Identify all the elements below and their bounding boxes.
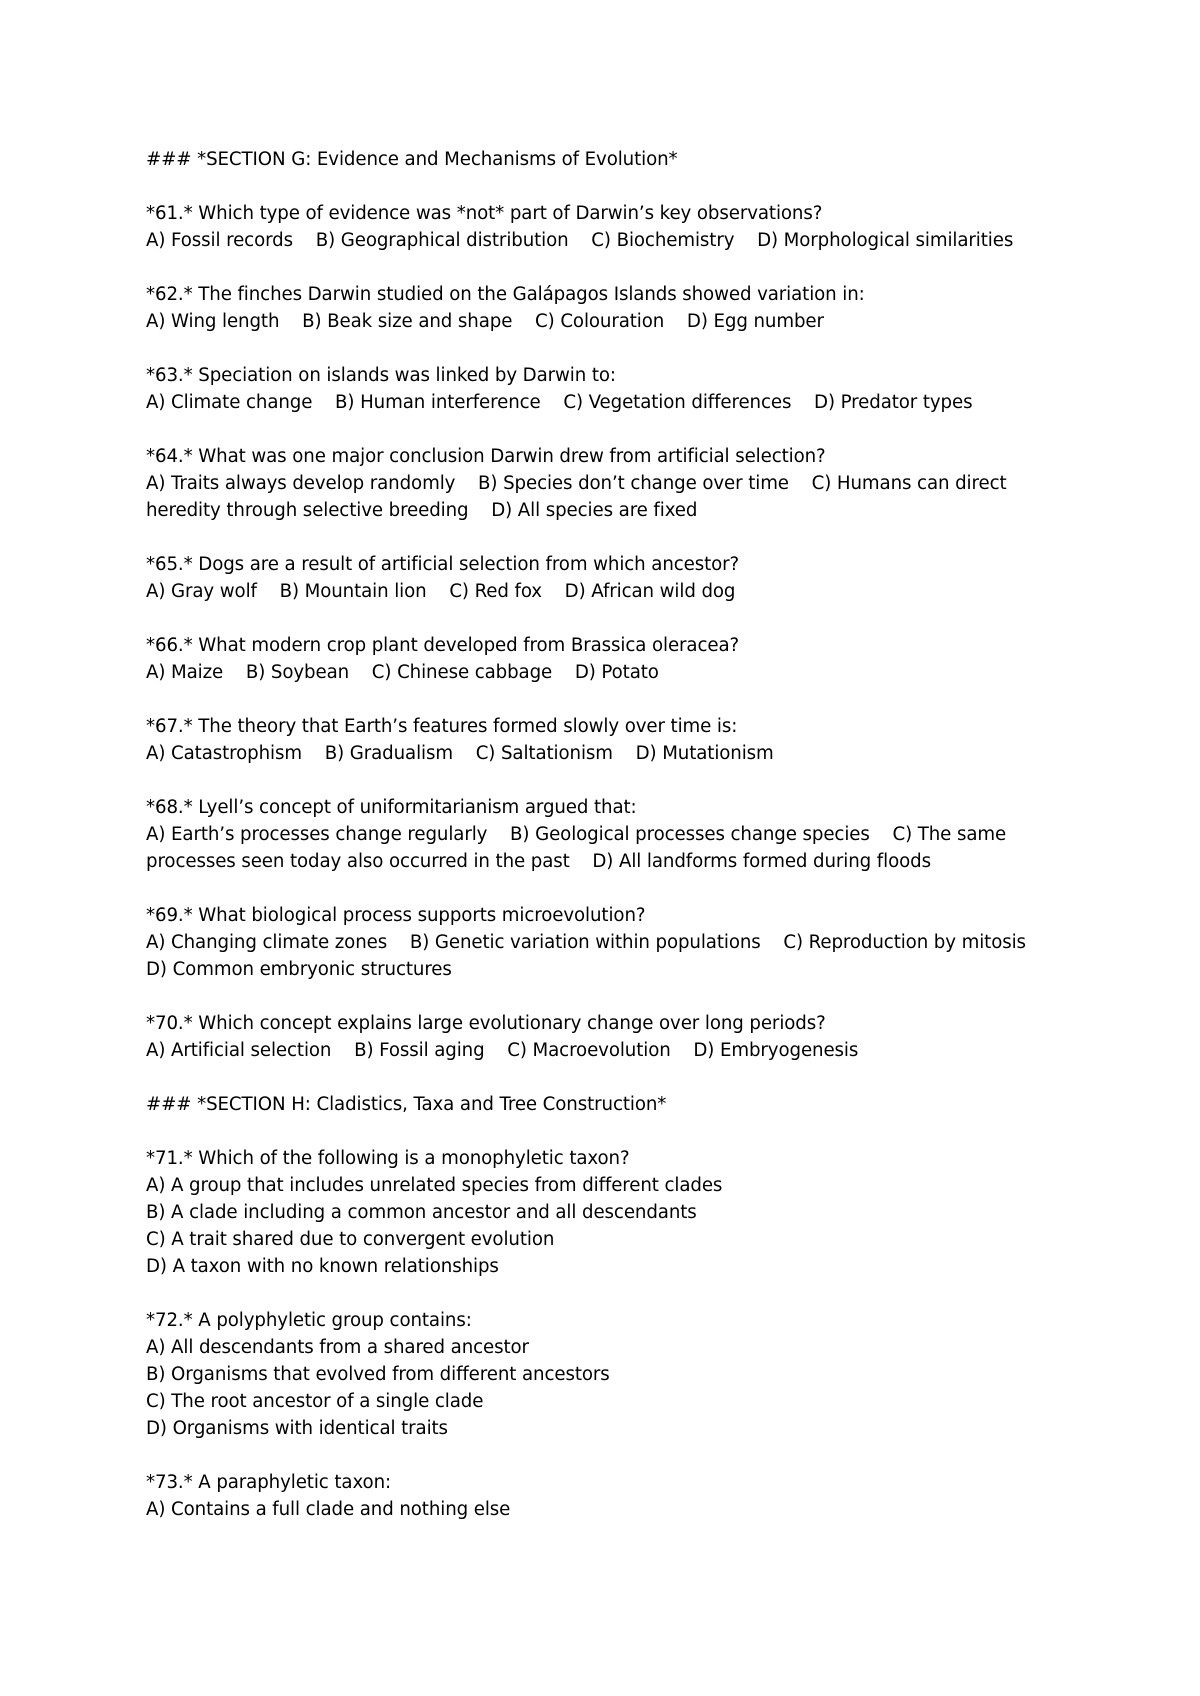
answer-options: A) Catastrophism B) Gradualism C) Saltationism D) Mutationism bbox=[146, 743, 774, 764]
spacer bbox=[146, 1118, 1046, 1145]
spacer bbox=[146, 983, 1046, 1010]
question-block bbox=[146, 362, 1046, 443]
answer-options: B) Organisms that evolved from different ancestors bbox=[146, 1364, 610, 1385]
section-heading: ### *SECTION G: Evidence and Mechanisms of Evolution* bbox=[146, 149, 678, 170]
answer-options: C) A trait shared due to convergent evolution bbox=[146, 1229, 555, 1250]
answer-options: C) The root ancestor of a single clade bbox=[146, 1391, 484, 1412]
spacer bbox=[146, 524, 1046, 551]
question-text: *64.* What was one major conclusion Darwin drew from artificial selection? bbox=[146, 446, 826, 467]
answer-options: A) All descendants from a shared ancestor bbox=[146, 1337, 529, 1358]
question-block bbox=[146, 713, 1046, 794]
question-block bbox=[146, 1010, 1046, 1091]
section-heading: ### *SECTION H: Cladistics, Taxa and Tree Construction* bbox=[146, 1094, 667, 1115]
question-block bbox=[146, 281, 1046, 362]
answer-options: A) Fossil records B) Geographical distribution C) Biochemistry D) Morphological similarities bbox=[146, 230, 1014, 251]
question-block bbox=[146, 1145, 1046, 1307]
spacer bbox=[146, 1523, 1046, 1550]
spacer bbox=[146, 416, 1046, 443]
spacer bbox=[146, 686, 1046, 713]
question-text: *69.* What biological process supports microevolution? bbox=[146, 905, 646, 926]
spacer bbox=[146, 254, 1046, 281]
answer-options: A) Wing length B) Beak size and shape C) Colouration D) Egg number bbox=[146, 311, 824, 332]
document-page bbox=[146, 146, 1046, 1550]
spacer bbox=[146, 1280, 1046, 1307]
answer-options: B) A clade including a common ancestor and all descendants bbox=[146, 1202, 697, 1223]
spacer bbox=[146, 335, 1046, 362]
question-block bbox=[146, 1469, 1046, 1550]
answer-options: heredity through selective breeding D) All species are fixed bbox=[146, 500, 698, 521]
answer-options: processes seen today also occurred in the past D) All landforms formed during floods bbox=[146, 851, 931, 872]
answer-options: A) Contains a full clade and nothing else bbox=[146, 1499, 511, 1520]
spacer bbox=[146, 875, 1046, 902]
question-text: *65.* Dogs are a result of artificial selection from which ancestor? bbox=[146, 554, 740, 575]
answer-options: D) Organisms with identical traits bbox=[146, 1418, 448, 1439]
question-list bbox=[146, 1145, 1046, 1550]
question-block bbox=[146, 794, 1046, 902]
answer-options: A) Gray wolf B) Mountain lion C) Red fox D) African wild dog bbox=[146, 581, 736, 602]
question-text: *72.* A polyphyletic group contains: bbox=[146, 1310, 472, 1331]
question-text: *61.* Which type of evidence was *not* part of Darwin’s key observations? bbox=[146, 203, 823, 224]
question-text: *71.* Which of the following is a monophyletic taxon? bbox=[146, 1148, 630, 1169]
question-block bbox=[146, 443, 1046, 551]
question-text: *63.* Speciation on islands was linked by Darwin to: bbox=[146, 365, 616, 386]
question-text: *73.* A paraphyletic taxon: bbox=[146, 1472, 392, 1493]
answer-options: A) Artificial selection B) Fossil aging C) Macroevolution D) Embryogenesis bbox=[146, 1040, 859, 1061]
question-text: *68.* Lyell’s concept of uniformitarianism argued that: bbox=[146, 797, 637, 818]
question-text: *62.* The finches Darwin studied on the Galápagos Islands showed variation in: bbox=[146, 284, 865, 305]
spacer bbox=[146, 605, 1046, 632]
question-block bbox=[146, 1307, 1046, 1469]
answer-options: A) Traits always develop randomly B) Species don’t change over time C) Humans can direct bbox=[146, 473, 1007, 494]
question-text: *70.* Which concept explains large evolutionary change over long periods? bbox=[146, 1013, 826, 1034]
question-text: *67.* The theory that Earth’s features formed slowly over time is: bbox=[146, 716, 738, 737]
answer-options: A) Earth’s processes change regularly B) Geological processes change species C) The same bbox=[146, 824, 1007, 845]
question-block bbox=[146, 200, 1046, 281]
answer-options: A) Climate change B) Human interference C) Vegetation differences D) Predator types bbox=[146, 392, 973, 413]
spacer bbox=[146, 767, 1046, 794]
question-text: *66.* What modern crop plant developed from Brassica oleracea? bbox=[146, 635, 740, 656]
question-block bbox=[146, 551, 1046, 632]
question-block bbox=[146, 632, 1046, 713]
answer-options: A) Maize B) Soybean C) Chinese cabbage D) Potato bbox=[146, 662, 659, 683]
spacer bbox=[146, 1064, 1046, 1091]
spacer bbox=[146, 1442, 1046, 1469]
question-block bbox=[146, 902, 1046, 1010]
answer-options: D) A taxon with no known relationships bbox=[146, 1256, 499, 1277]
spacer bbox=[146, 173, 1046, 200]
answer-options: A) Changing climate zones B) Genetic variation within populations C) Reproduction by mitosis bbox=[146, 932, 1026, 953]
answer-options: A) A group that includes unrelated species from different clades bbox=[146, 1175, 723, 1196]
answer-options: D) Common embryonic structures bbox=[146, 959, 452, 980]
question-list bbox=[146, 200, 1046, 1091]
